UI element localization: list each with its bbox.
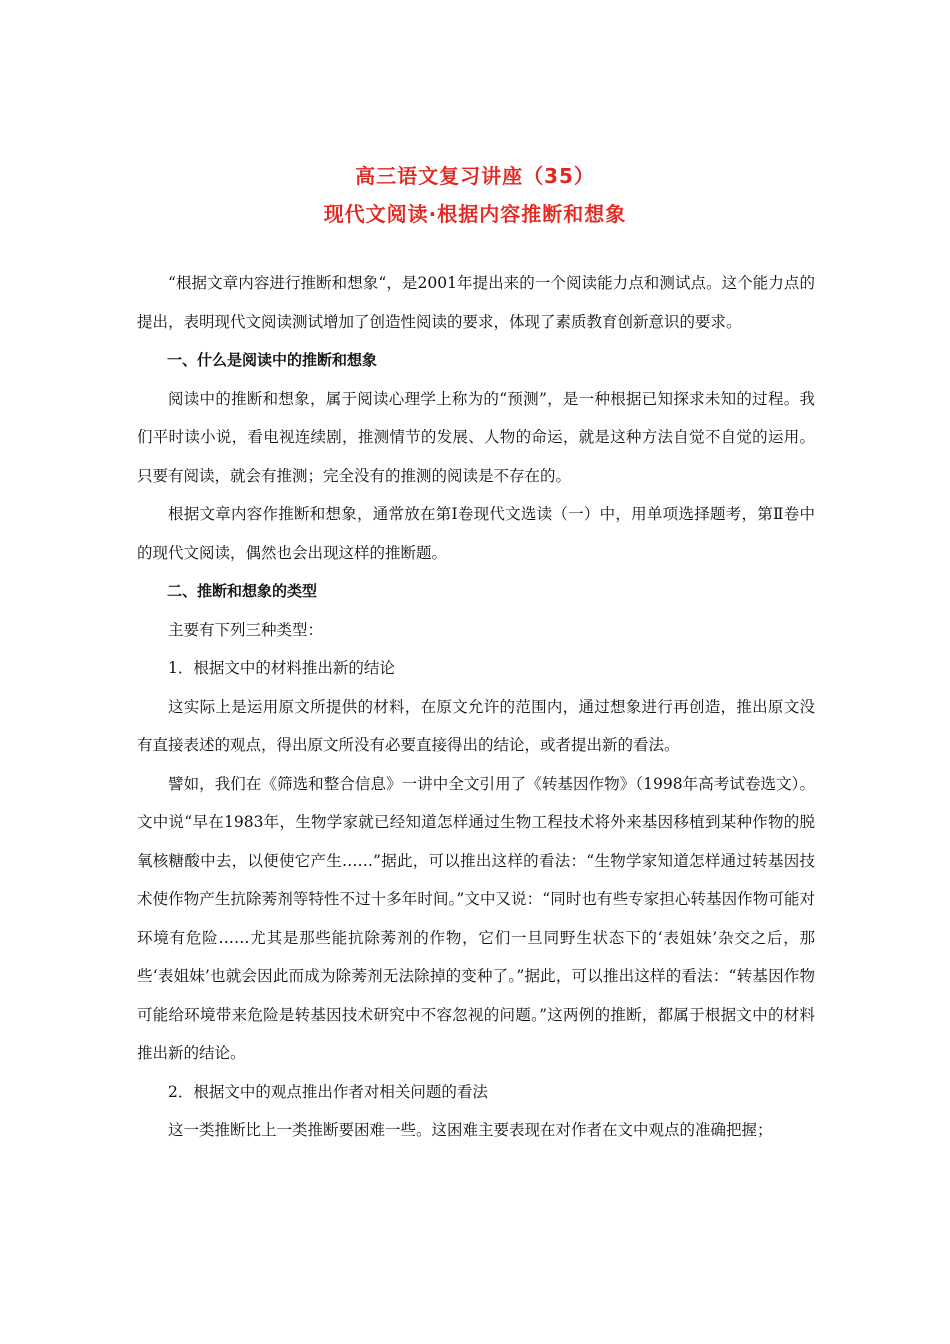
document-body: [137, 264, 815, 1150]
paragraph: 阅读中的推断和想象，属于阅读心理学上称为的“预测”，是一种根据已知探求未知的过程。我们平时读小说，看电视连续剧，推测情节的发展、人物的命运，就是这种方法自觉不自觉的运用。只要有阅读，就会有推测；完全没有的推测的阅读是不存在的。: [137, 389, 815, 485]
intro-paragraph: “根据文章内容进行推断和想象“，是2001年提出来的一个阅读能力点和测试点。这个能力点的提出，表明现代文阅读测试增加了创造性阅读的要求，体现了素质教育创新意识的要求。: [137, 274, 815, 331]
paragraph: 这实际上是运用原文所提供的材料，在原文允许的范围内，通过想象进行再创造，推出原文没有直接表述的观点，得出原文所没有必要直接得出的结论，或者提出新的看法。: [137, 697, 815, 754]
paragraph: 根据文章内容作推断和想象，通常放在第Ⅰ卷现代文选读（一）中，用单项选择题考，第Ⅱ卷中的现代文阅读，偶然也会出现这样的推断题。: [137, 505, 815, 562]
section-heading-2: 二、推断和想象的类型: [167, 582, 318, 600]
document-subtitle: 现代文阅读·根据内容推断和想象: [323, 202, 627, 226]
paragraph: 譬如，我们在《筛选和整合信息》一讲中全文引用了《转基因作物》（1998年高考试卷选文）。文中说“早在1983年，生物学家就已经知道怎样通过生物工程技术将外来基因移植到某种作物的脱氧核糖酸中去，以便使它产生……”据此，可以推出这样的看法：“生物学家知道怎样通过转基因技术使作物产生抗除莠剂等特性不过十多年时间。”文中又说：“同时也有些专家担心转基因作物可能对环境有危险……尤其是那些能抗除莠剂的作物，它们一旦同野生状态下的‘表姐妹’杂交之后，那些‘表姐妹’也就会因此而成为除莠剂无法除掉的变种了。”据此，可以推出这样的看法：“转基因作物可能给环境带来危险是转基因技术研究中不容忽视的问题。”这两例的推断，都属于根据文中的材料推出新的结论。: [137, 774, 815, 1062]
paragraph: 这一类推断比上一类推断要困难一些。这困难主要表现在对作者在文中观点的准确把握；: [168, 1121, 773, 1139]
subheading-1: 1．根据文中的材料推出新的结论: [168, 659, 395, 677]
section-heading-1: 一、什么是阅读中的推断和想象: [167, 351, 378, 369]
subheading-2: 2．根据文中的观点推出作者对相关问题的看法: [168, 1082, 488, 1101]
paragraph: 主要有下列三种类型：: [168, 620, 324, 639]
document-title: 高三语文复习讲座（35）: [355, 164, 595, 188]
